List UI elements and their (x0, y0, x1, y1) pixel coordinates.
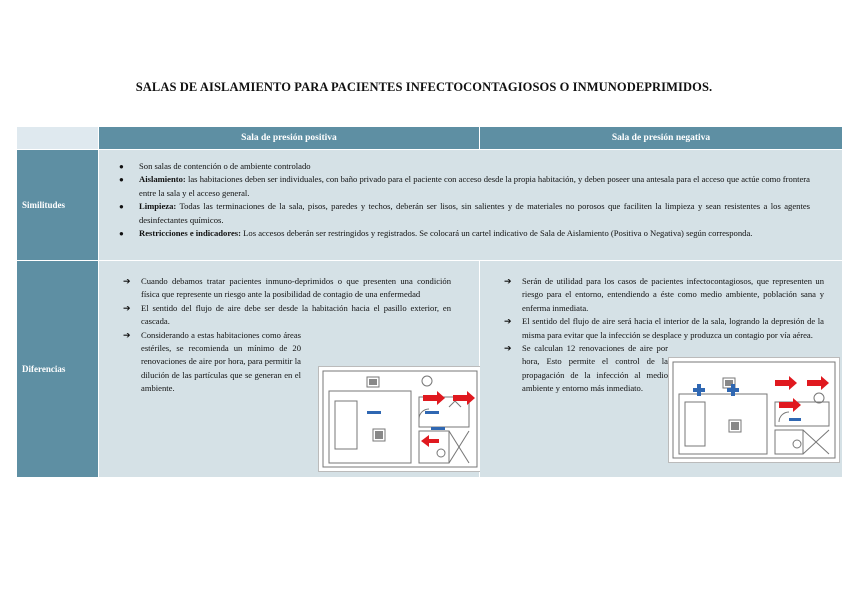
negative-pressure-floorplan-image (668, 357, 840, 463)
diferencias-negativa-cell (480, 261, 843, 478)
arrow-right-icon: ➔ (504, 343, 512, 354)
header-corner (17, 127, 99, 150)
bullet-icon: ● (119, 229, 124, 239)
row-label-similitudes: Similitudes (17, 150, 99, 261)
similitudes-cell (99, 150, 843, 261)
header-negative: Sala de presión negativa (480, 127, 843, 150)
arrow-right-icon: ➔ (123, 329, 131, 340)
page-title: SALAS DE AISLAMIENTO PARA PACIENTES INFECTOCONTAGIOSOS O INMUNODEPRIMIDOS. (135, 80, 713, 94)
positive-pressure-floorplan-image (318, 366, 482, 472)
bullet-icon: ● (119, 175, 124, 185)
list-item: ➔ El sentido del flujo de aire será hacia el interior de la sala, logrando la depresión de la misma para evitar que la infección se desplace y produzca un contagio por vía aérea. (504, 316, 824, 340)
arrow-right-icon: ➔ (123, 302, 131, 313)
arrow-right-icon: ➔ (504, 276, 512, 286)
list-item: ● Son salas de contención o de ambiente controlado (113, 160, 810, 173)
list-item: ➔ El sentido del flujo de aire debe ser desde la habitación hacia el pasillo exterior, en cascada. (123, 302, 451, 327)
list-item: ● Restricciones e indicadores: Los accesos deberán ser restringidos y registrados. Se colocará un cartel indicativo de Sala de Aislamiento (Positiva o Negativa) según corresponda. (113, 227, 810, 240)
list-item: ● Limpieza: Todas las terminaciones de la sala, pisos, paredes y techos, deberán ser lisos, sin salientes y de materiales no porosos que faciliten la limpieza y sean resistentes a los agentes desinfectantes químicos. (119, 201, 810, 225)
list-item: ➔ Considerando a estas habitaciones como áreas estériles, se recomienda un mínimo de 20 renovaciones de aire por hora, para permitir la dilución de las partículas que se generan en el ambiente. (123, 329, 301, 394)
list-item: ➔ Se calculan 12 renovaciones de aire por hora, Esto permite el control de la propagación de la infección al medio ambiente y entorno más inmediato. (504, 343, 668, 394)
list-item: ➔ Serán de utilidad para los casos de pacientes infectocontagiosos, que representen un riesgo para el entorno, entendiendo a éste como medio ambiente, población sana y enferma inmediata. (504, 276, 824, 313)
arrow-right-icon: ➔ (123, 276, 131, 286)
similitudes-list (113, 160, 810, 240)
arrow-right-icon: ➔ (504, 316, 512, 327)
header-positive: Sala de presión positiva (99, 127, 480, 150)
list-item: ➔ Cuando debamos tratar pacientes inmuno-deprimidos o que presenten una condición física que represente un riesgo ante la posibilidad de contagio de una enfermedad (123, 276, 451, 300)
row-label-diferencias: Diferencias (17, 261, 99, 478)
bullet-icon: ● (119, 202, 124, 212)
list-item: ● Aislamiento: las habitaciones deben ser individuales, con baño privado para el paciente con acceso desde la propia habitación, y deben poseer una antesala para el acceso que actúe como frontera entre la sala y el acceso general. (119, 174, 810, 198)
diferencias-positiva-cell (99, 261, 480, 478)
comparison-table (16, 126, 843, 478)
bullet-icon: ● (119, 162, 124, 171)
